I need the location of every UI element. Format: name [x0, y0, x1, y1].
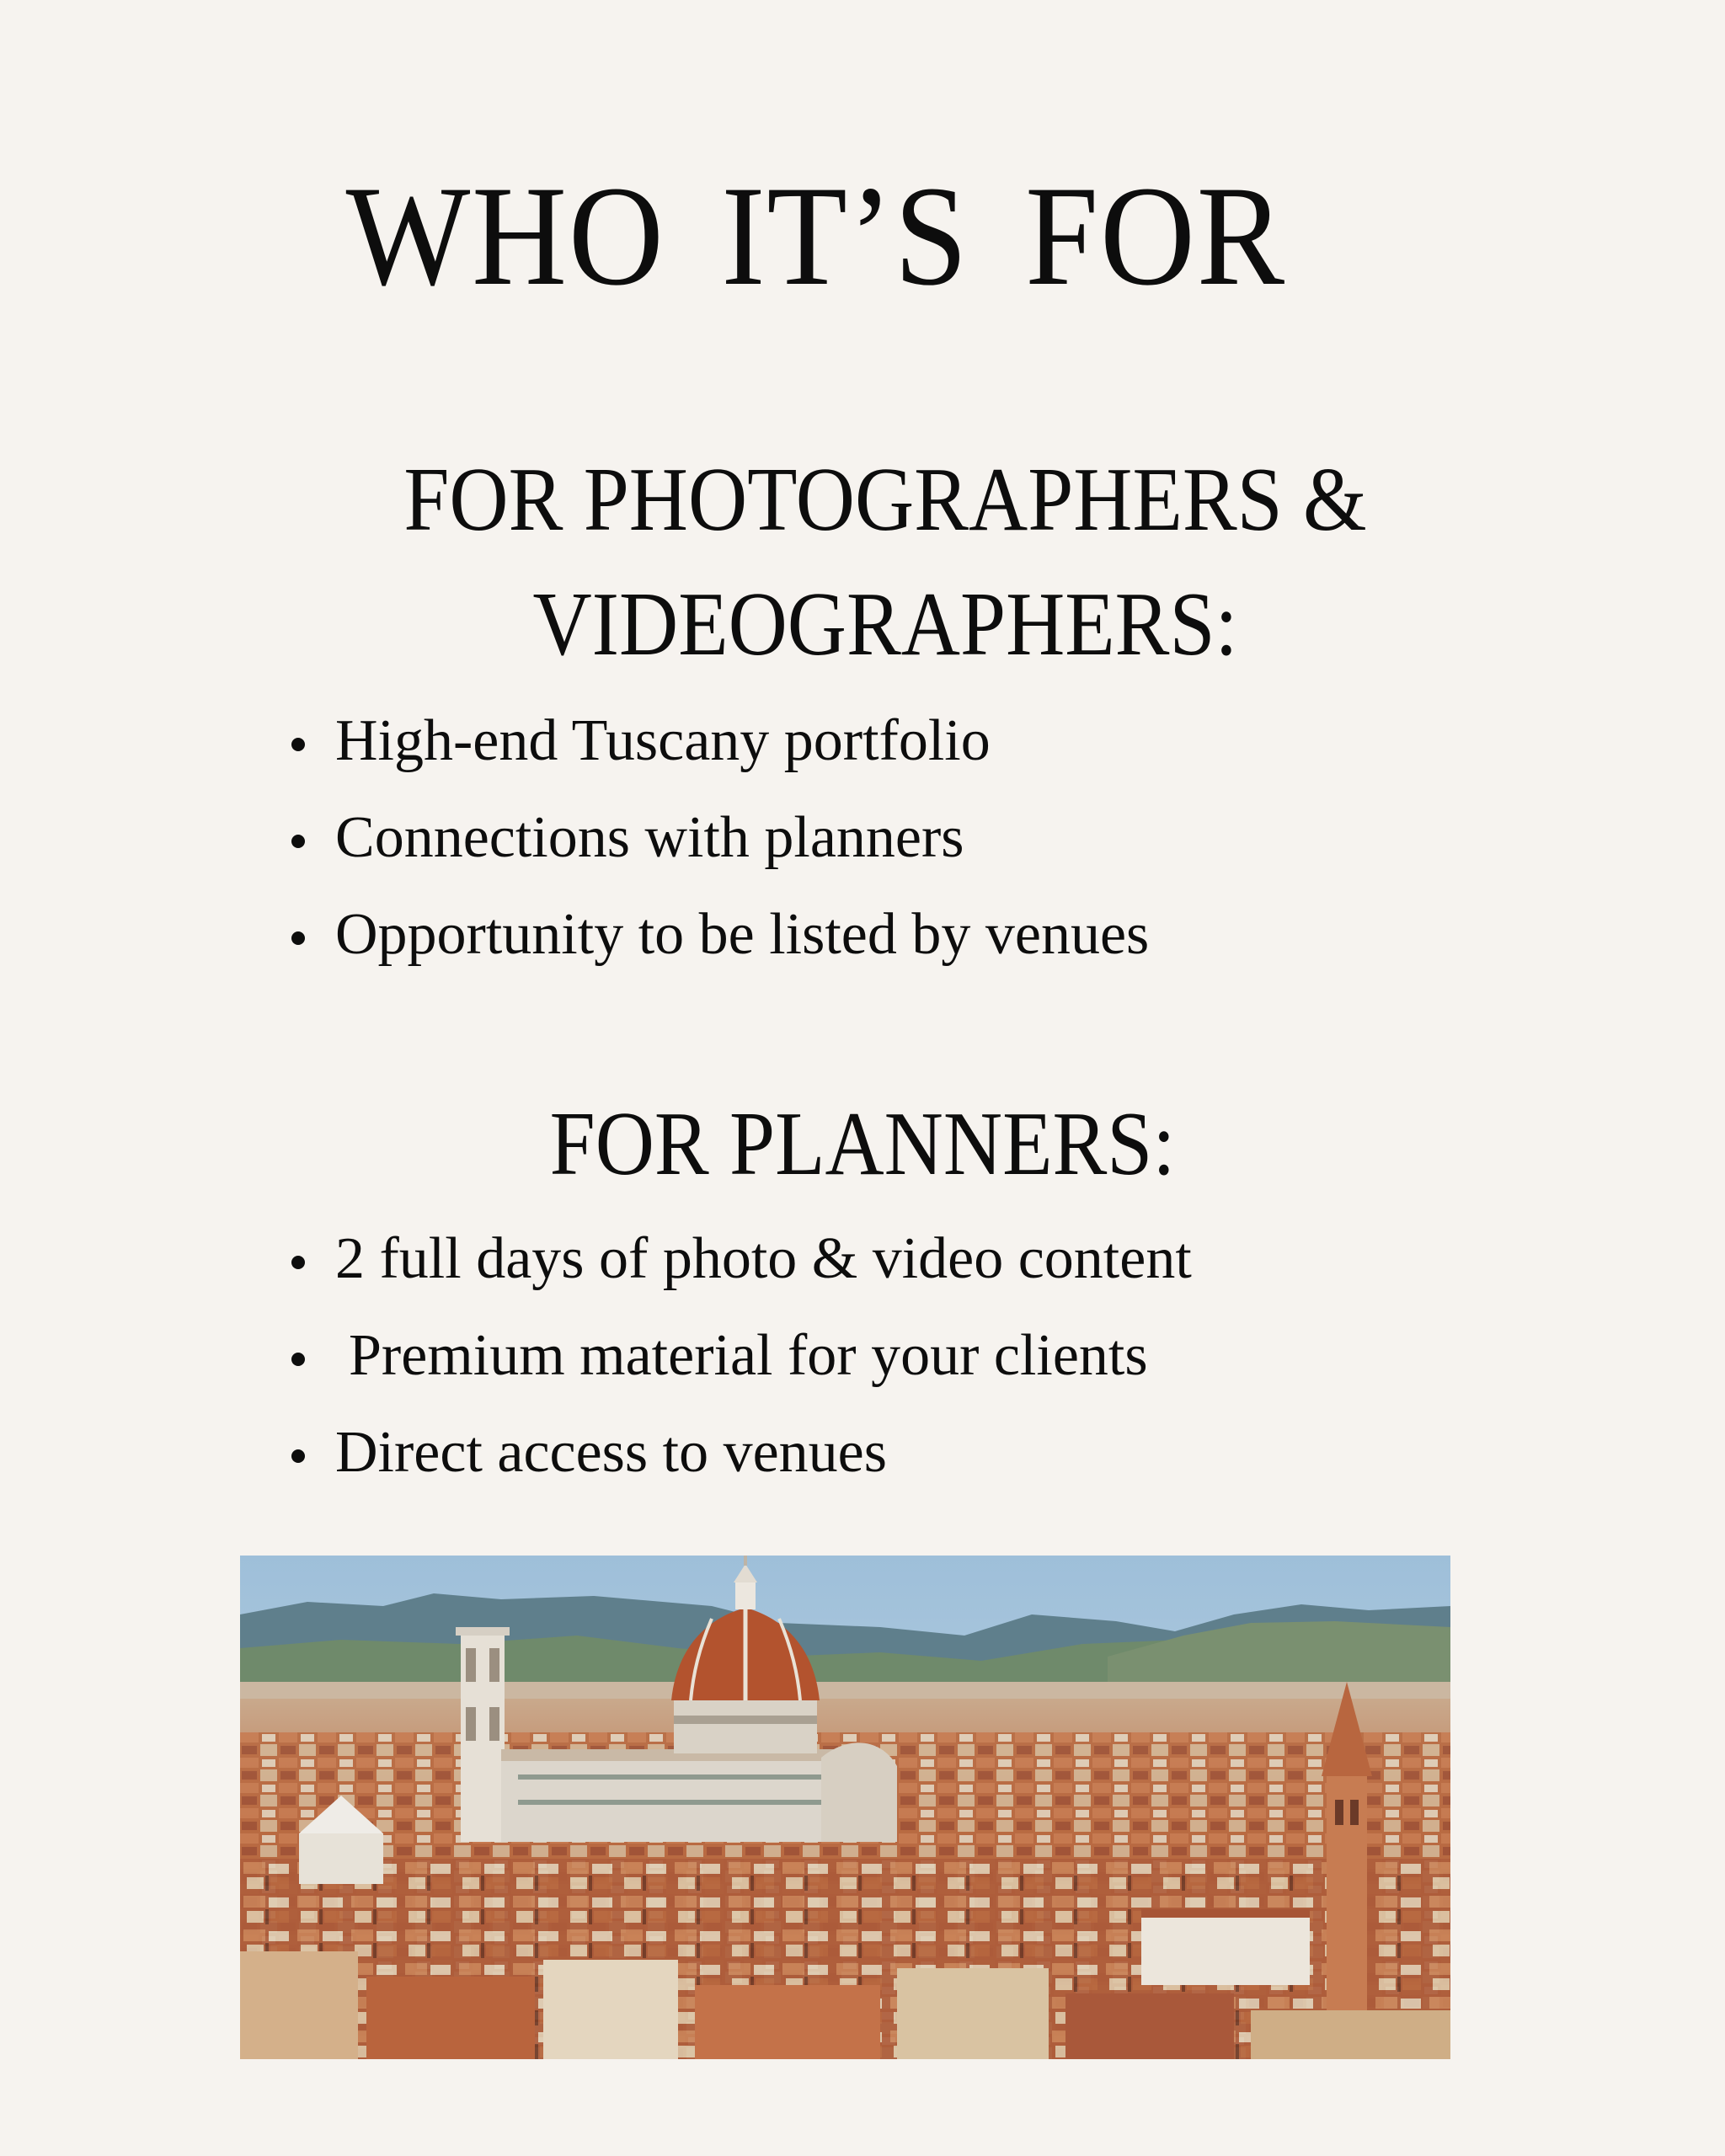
list-item [286, 692, 1149, 789]
photographers-benefits-list [286, 692, 1149, 983]
list-item-text: Direct access to venues [335, 1420, 887, 1485]
list-item [286, 1210, 1192, 1307]
page-title: WHO IT’S FOR [345, 157, 1286, 315]
list-item-text: 2 full days of photo & video content [335, 1226, 1192, 1291]
list-item [286, 1404, 1192, 1501]
list-item-text: Premium material for your clients [349, 1323, 1148, 1388]
list-item-text: Connections with planners [335, 805, 964, 870]
bullet-icon [291, 738, 305, 751]
list-item [286, 789, 1149, 886]
bullet-icon [291, 835, 305, 848]
bullet-icon [291, 1353, 305, 1366]
list-item [286, 1307, 1192, 1404]
photographers-heading-line-2: VIDEOGRAPHERS: [532, 574, 1238, 675]
photographers-heading-line-1: FOR PHOTOGRAPHERS & [403, 450, 1367, 550]
florence-cityscape-photo [240, 1556, 1450, 2059]
photographers-heading [86, 438, 1638, 687]
cityscape-illustration [240, 1556, 1450, 2059]
list-item-text: Opportunity to be listed by venues [335, 902, 1150, 967]
bullet-icon [291, 931, 305, 945]
planners-benefits-list [286, 1210, 1192, 1501]
planners-heading: FOR PLANNERS: [549, 1094, 1176, 1194]
bullet-icon [291, 1449, 305, 1463]
bullet-icon [291, 1256, 305, 1269]
list-item-text: High-end Tuscany portfolio [335, 708, 991, 773]
list-item [286, 886, 1149, 983]
